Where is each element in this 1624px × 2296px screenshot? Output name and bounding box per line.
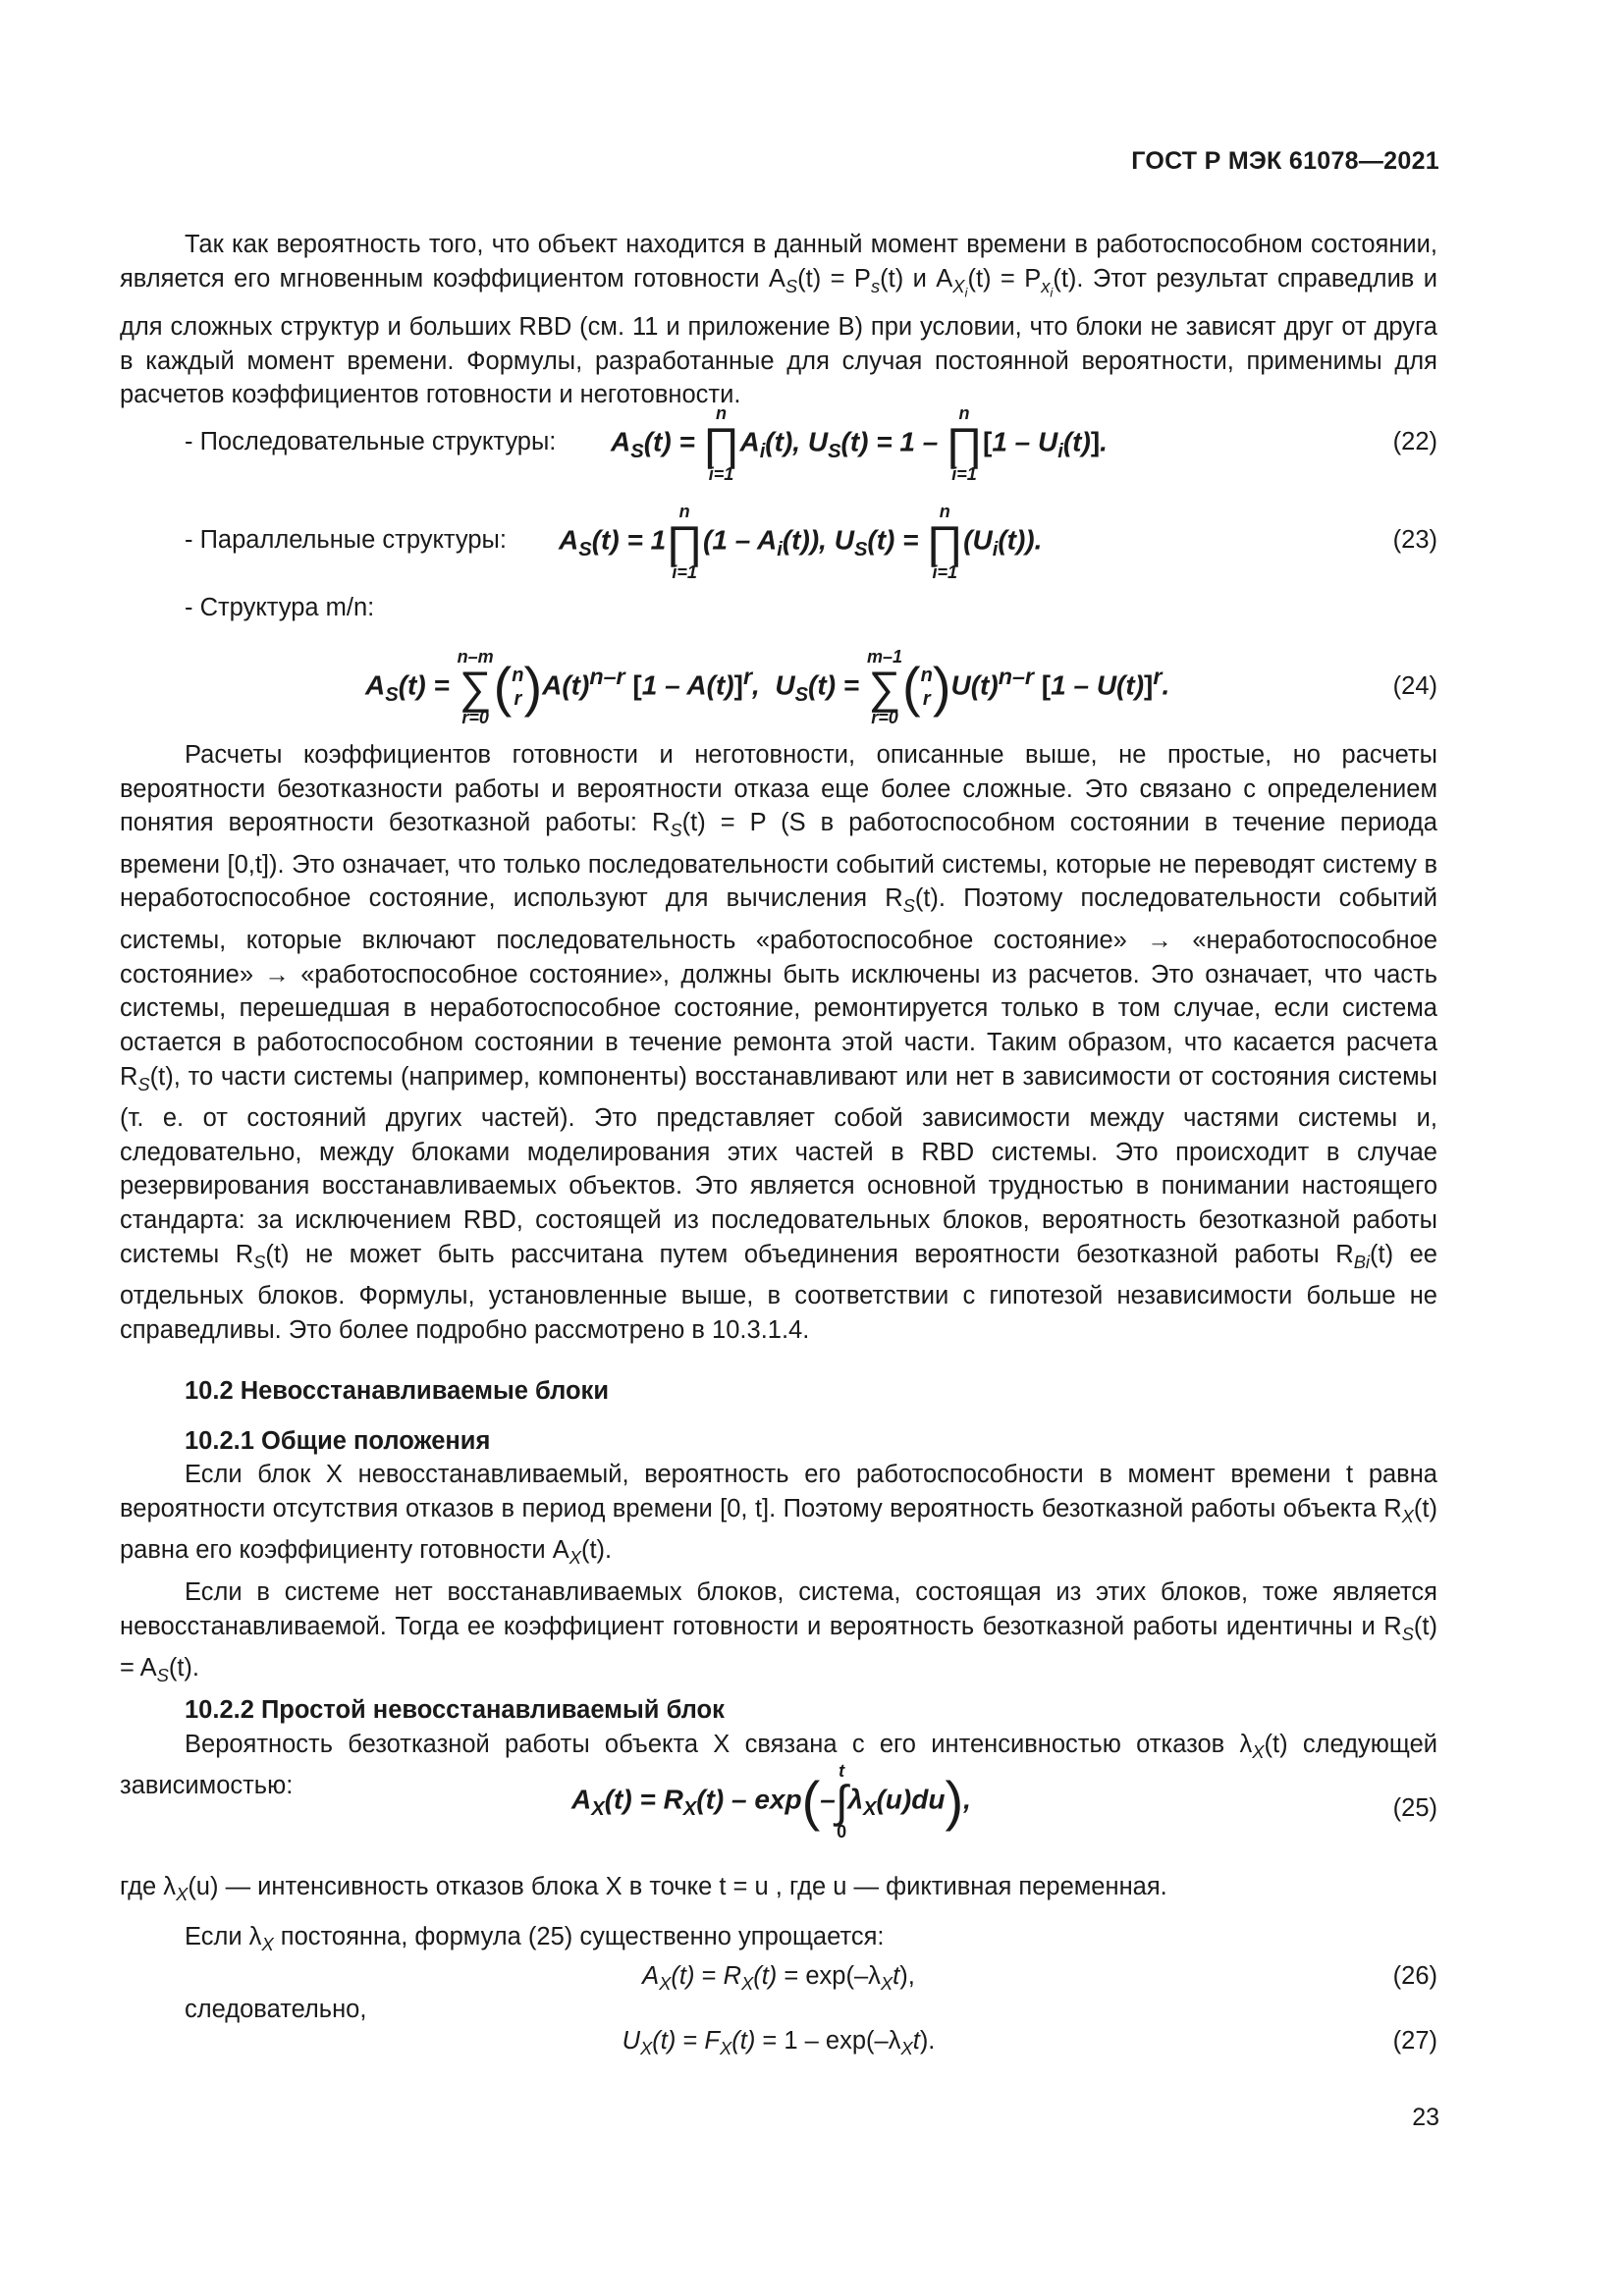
eq22-number: (22) (1392, 428, 1437, 455)
eq23-label: - Параллельные структуры: (185, 526, 507, 554)
equation-24-label: - Структура m/n: (185, 594, 375, 621)
section-10-2: 10.2 Невосстанавливаемые блоки 10.2.1 Общие положения Если блок X невосстанавливаемый, вероятность его работоспособности в момент времени t равна вероятности отсутствия отказов в период времени [0, t]. Поэтому вероятность безотказной работы объекта $R_X(t)$ равна его коэффициенту готовности $A_X(t)$. Если в системе нет восстанавливаемых блоков, система, состоящая из этих блоков, тоже является невосстанавливаемой. Тогда ее коэффициент готовности и вероятность безотказной работы идентичны и $R_S(t) = A_S(t)$. 10.2.2 Простой невосстанавливаемый блок Вероятность безотказной работы объекта X связана с его интенсивностью отказов $\lambda_X(t)$ следующей зависимостью: (120, 1374, 1437, 1803)
eq27-number: (27) (1392, 2027, 1437, 2055)
heading-10-2: 10.2 Невосстанавливаемые блоки (185, 1377, 609, 1405)
heading-10-2-2: 10.2.2 Простой невосстанавливаемый блок (185, 1696, 725, 1725)
eq23-formula: $A_S(t) = 1$ n ∏ i=1 $(1 - A_i(t))$, $U_S(t)$ = n ∏ i=1 $(U_i(t))$. (559, 502, 1043, 582)
page-number: 23 (1412, 2104, 1439, 2131)
eq26-number: (26) (1392, 1962, 1437, 1990)
eq24-number: (24) (1392, 672, 1437, 700)
word-therefore: следовательно, (185, 1996, 367, 2023)
equation-25 (120, 1762, 1437, 1860)
paragraph-availability: Так как вероятность того, что объект находится в данный момент времени в работоспособном состоянии, является его мгновенным коэффициентом готовности $A_S(t) = P_s(t)$ и $A_{X_i}(t) = P_{x_i}(t)$. Этот результат справедлив и для сложных структур и больших RBD (см. 11 и приложение В) при условии, что блоки не зависят друг от друга в каждый момент времени. Формулы, разработанные для случая постоянной вероятности, применимы для расчетов коэффициентов готовности и неготовности. (120, 231, 1438, 409)
equation-22 (120, 403, 1437, 491)
paragraph-reliability: Расчеты коэффициентов готовности и неготовности, описанные выше, не простые, но расчеты вероятности безотказности работы и вероятности отказа еще более сложные. Это связано с определением понятия вероятности безотказной работы: $R_S(t) = P$ (S в работоспособном состоянии в течение периода времени [0,t]). Это означает, что только последовательности событий системы, которые не переводят систему в неработоспособное состояние, используют для вычисления $R_S(t)$. Поэтому последовательности событий системы, которые включают последовательность «работоспособное состояние» → «неработоспособное состояние» → «работоспособное состояние», должны быть исключены из расчетов. Это означает, что часть системы, перешедшая в неработоспособное состояние, ремонтируется только в том случае, если система остается в работоспособном состоянии в течение ремонта этой части. Таким образом, что касается расчета $R_S(t)$, то части системы (например, компоненты) восстанавливают или нет в зависимости от состояния системы (т. е. от состояний других частей). Это представляет собой зависимости между частями системы и, следовательно, между блоками моделирования этих частей в RBD системы. Это происходит в случае резервирования восстанавливаемых объектов. Это является основной трудностью в понимании настоящего стандарта: за исключением RBD, состоящей из последовательных блоков, вероятность безотказной работы системы $R_S(t)$ не может быть рассчитана путем объединения вероятности безотказной работы $R_{Bi}(t)$ ее отдельных блоков. Формулы, установленные выше, в соответствии с гипотезой независимости больше не справедливы. Это более подробно рассмотрено в 10.3.1.4. (120, 741, 1437, 1344)
eq23-number: (23) (1392, 526, 1437, 554)
eq24-formula: $A_S(t)$ = n–m ∑ r=0 ( n r )$A(t)^{n-r}$ [1 – A(t)]$^r$, $U_S(t)$ = m–1 ∑ r=0 ( n r )$U(t)^{n-r}$ [1 – U(t)]$^r$. (365, 647, 1170, 727)
equation-23 (120, 502, 1437, 589)
eq26-formula: $A_X(t) = R_X(t) = \exp(-\lambda_Xt)$, (642, 1962, 915, 1995)
equation-27 (120, 2024, 1437, 2069)
eq25-number: (25) (1392, 1794, 1437, 1822)
eq27-formula: $U_X(t) = F_X(t) = 1 - \exp(-\lambda_Xt)$. (622, 2027, 936, 2059)
heading-10-2-1: 10.2.1 Общие положения (185, 1426, 491, 1455)
section-after-eq25: где $\lambda_X(u)$ — интенсивность отказов блока X в точке t = u , где u — фиктивная переменная. Если $\lambda_X$ постоянна, формула (25) существенно упрощается: (120, 1873, 1167, 1954)
eq25-formula: $A_X(t) = R_X(t) - \exp(-$ t ∫ 0 $\lambda_X(u)du$), (571, 1761, 971, 1842)
eq22-label: - Последовательные структуры: (185, 428, 557, 455)
equation-24 (120, 648, 1437, 736)
standard-code: ГОСТ Р МЭК 61078—2021 (1131, 147, 1439, 175)
eq22-formula: $A_S(t)$ = n ∏ i=1 $A_i(t)$, $U_S(t) = 1$ – n ∏ i=1 $[1 - U_i(t)]$. (611, 403, 1108, 484)
